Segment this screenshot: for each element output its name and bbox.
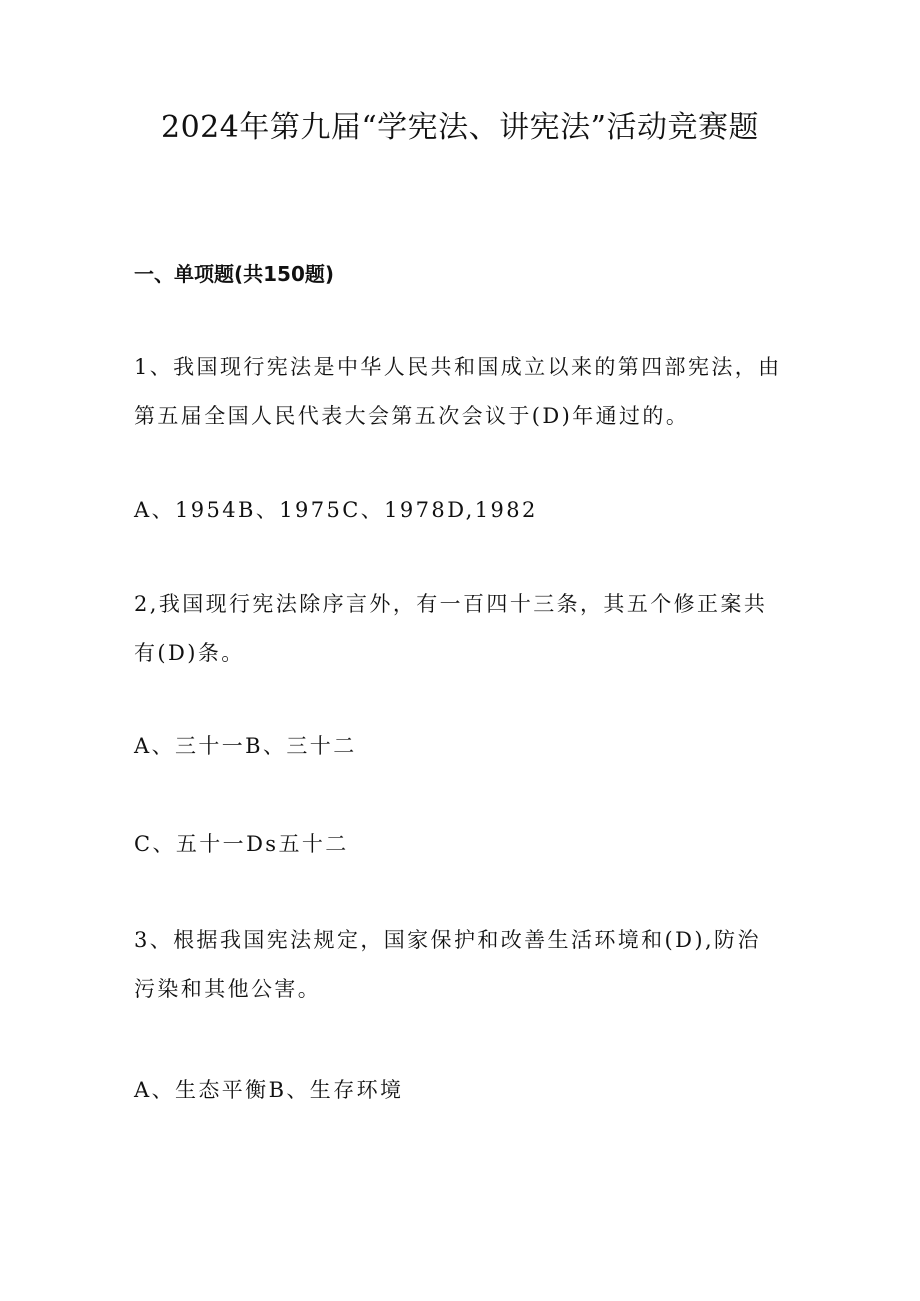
question-1-text: 1、我国现行宪法是中华人民共和国成立以来的第四部宪法，由第五届全国人民代表大会第五次会议于(D)年通过的。 bbox=[134, 355, 782, 428]
question-3-options: A、生态平衡B、生存环境 bbox=[134, 1078, 404, 1102]
question-3-text: 3、根据我国宪法规定，国家保护和改善生活环境和(D),防治污染和其他公害。 bbox=[134, 928, 761, 1001]
document-title: 2024年第九届“学宪法、讲宪法”活动竞赛题 bbox=[160, 110, 760, 145]
section-heading: 一、单项题(共150题) bbox=[134, 262, 335, 286]
question-2-options-line-1: A、三十一B、三十二 bbox=[134, 734, 357, 758]
question-1-options: A、1954B、1975C、1978D,1982 bbox=[134, 498, 538, 522]
question-2-text: 2,我国现行宪法除序言外，有一百四十三条，其五个修正案共有(D)条。 bbox=[134, 592, 768, 665]
question-2-options-line-2: C、五十一Ds五十二 bbox=[134, 832, 349, 856]
